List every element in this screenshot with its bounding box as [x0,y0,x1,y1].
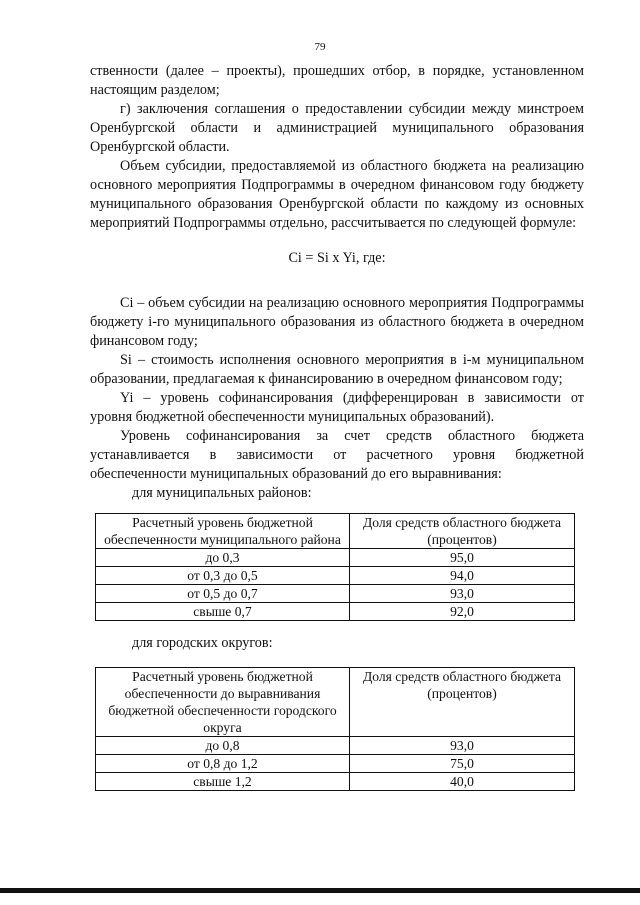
level-cell: от 0,8 до 1,2 [96,755,350,773]
level-cell: до 0,3 [96,549,350,567]
table-row [96,585,575,603]
share-cell: 93,0 [350,737,575,755]
table2-header-share: Доля средств областного бюджета (процентов) [350,668,575,737]
table1-header-level: Расчетный уровень бюджетной обеспеченности муниципального района [96,514,350,549]
share-cell: 92,0 [350,603,575,621]
table-row [96,737,575,755]
share-cell: 75,0 [350,755,575,773]
table1-header-share: Доля средств областного бюджета (процентов) [350,514,575,549]
level-cell: от 0,3 до 0,5 [96,567,350,585]
bottom-scan-border [0,888,640,893]
paragraph-cofinancing: Уровень софинансирования за счет средств областного бюджета устанавливается в зависимости от расчетного уровня бюджетной обеспеченности муниципальных образований до его выравнивания: [90,428,584,482]
table-row [96,549,575,567]
paragraph-si: Si – стоимость исполнения основного мероприятия в i-м муниципальном образовании, предлагаемая к финансированию в очередном финансовом году; [90,352,584,387]
table-row [96,603,575,621]
paragraph-ci: Ci – объем субсидии на реализацию основного мероприятия Подпрограммы бюджету i-го муниципального образования из областного бюджета в очередном финансовом году; [90,295,584,349]
municipal-districts-table [95,513,575,621]
table-row [96,567,575,585]
level-cell: до 0,8 [96,737,350,755]
share-cell: 95,0 [350,549,575,567]
table1-label: для муниципальных районов: [132,485,312,501]
page-number: 79 [314,41,326,53]
paragraph-2: г) заключения соглашения о предоставлении субсидии между минстроем Оренбургской области и администрацией муниципального образования Оренбургской области. [90,101,584,155]
level-cell: свыше 0,7 [96,603,350,621]
paragraph-3: Объем субсидии, предоставляемой из областного бюджета на реализацию основного мероприятия Подпрограммы в очередном финансовом году бюджету муниципального образования Оренбургской области по каждому из основных мероприятий Подпрограммы отдельно, рассчитывается по следующей формуле: [90,158,584,231]
table-header-row [96,668,575,737]
level-cell: от 0,5 до 0,7 [96,585,350,603]
level-cell: свыше 1,2 [96,773,350,791]
city-districts-table [95,667,575,791]
paragraph-yi: Yi – уровень софинансирования (дифференцирован в зависимости от уровня бюджетной обеспеченности муниципальных образований). [90,390,584,425]
share-cell: 94,0 [350,567,575,585]
share-cell: 93,0 [350,585,575,603]
formula: Ci = Si x Yi, где: [288,250,386,266]
table2-label: для городских округов: [132,635,273,651]
paragraph-1: ственности (далее – проекты), прошедших отбор, в порядке, установленном настоящим разделом; [90,63,584,98]
share-cell: 40,0 [350,773,575,791]
table-row [96,755,575,773]
table2-header-level: Расчетный уровень бюджетной обеспеченности до выравнивания бюджетной обеспеченности городского округа [96,668,350,737]
document-body [90,62,584,503]
table-row [96,773,575,791]
table-header-row [96,514,575,549]
